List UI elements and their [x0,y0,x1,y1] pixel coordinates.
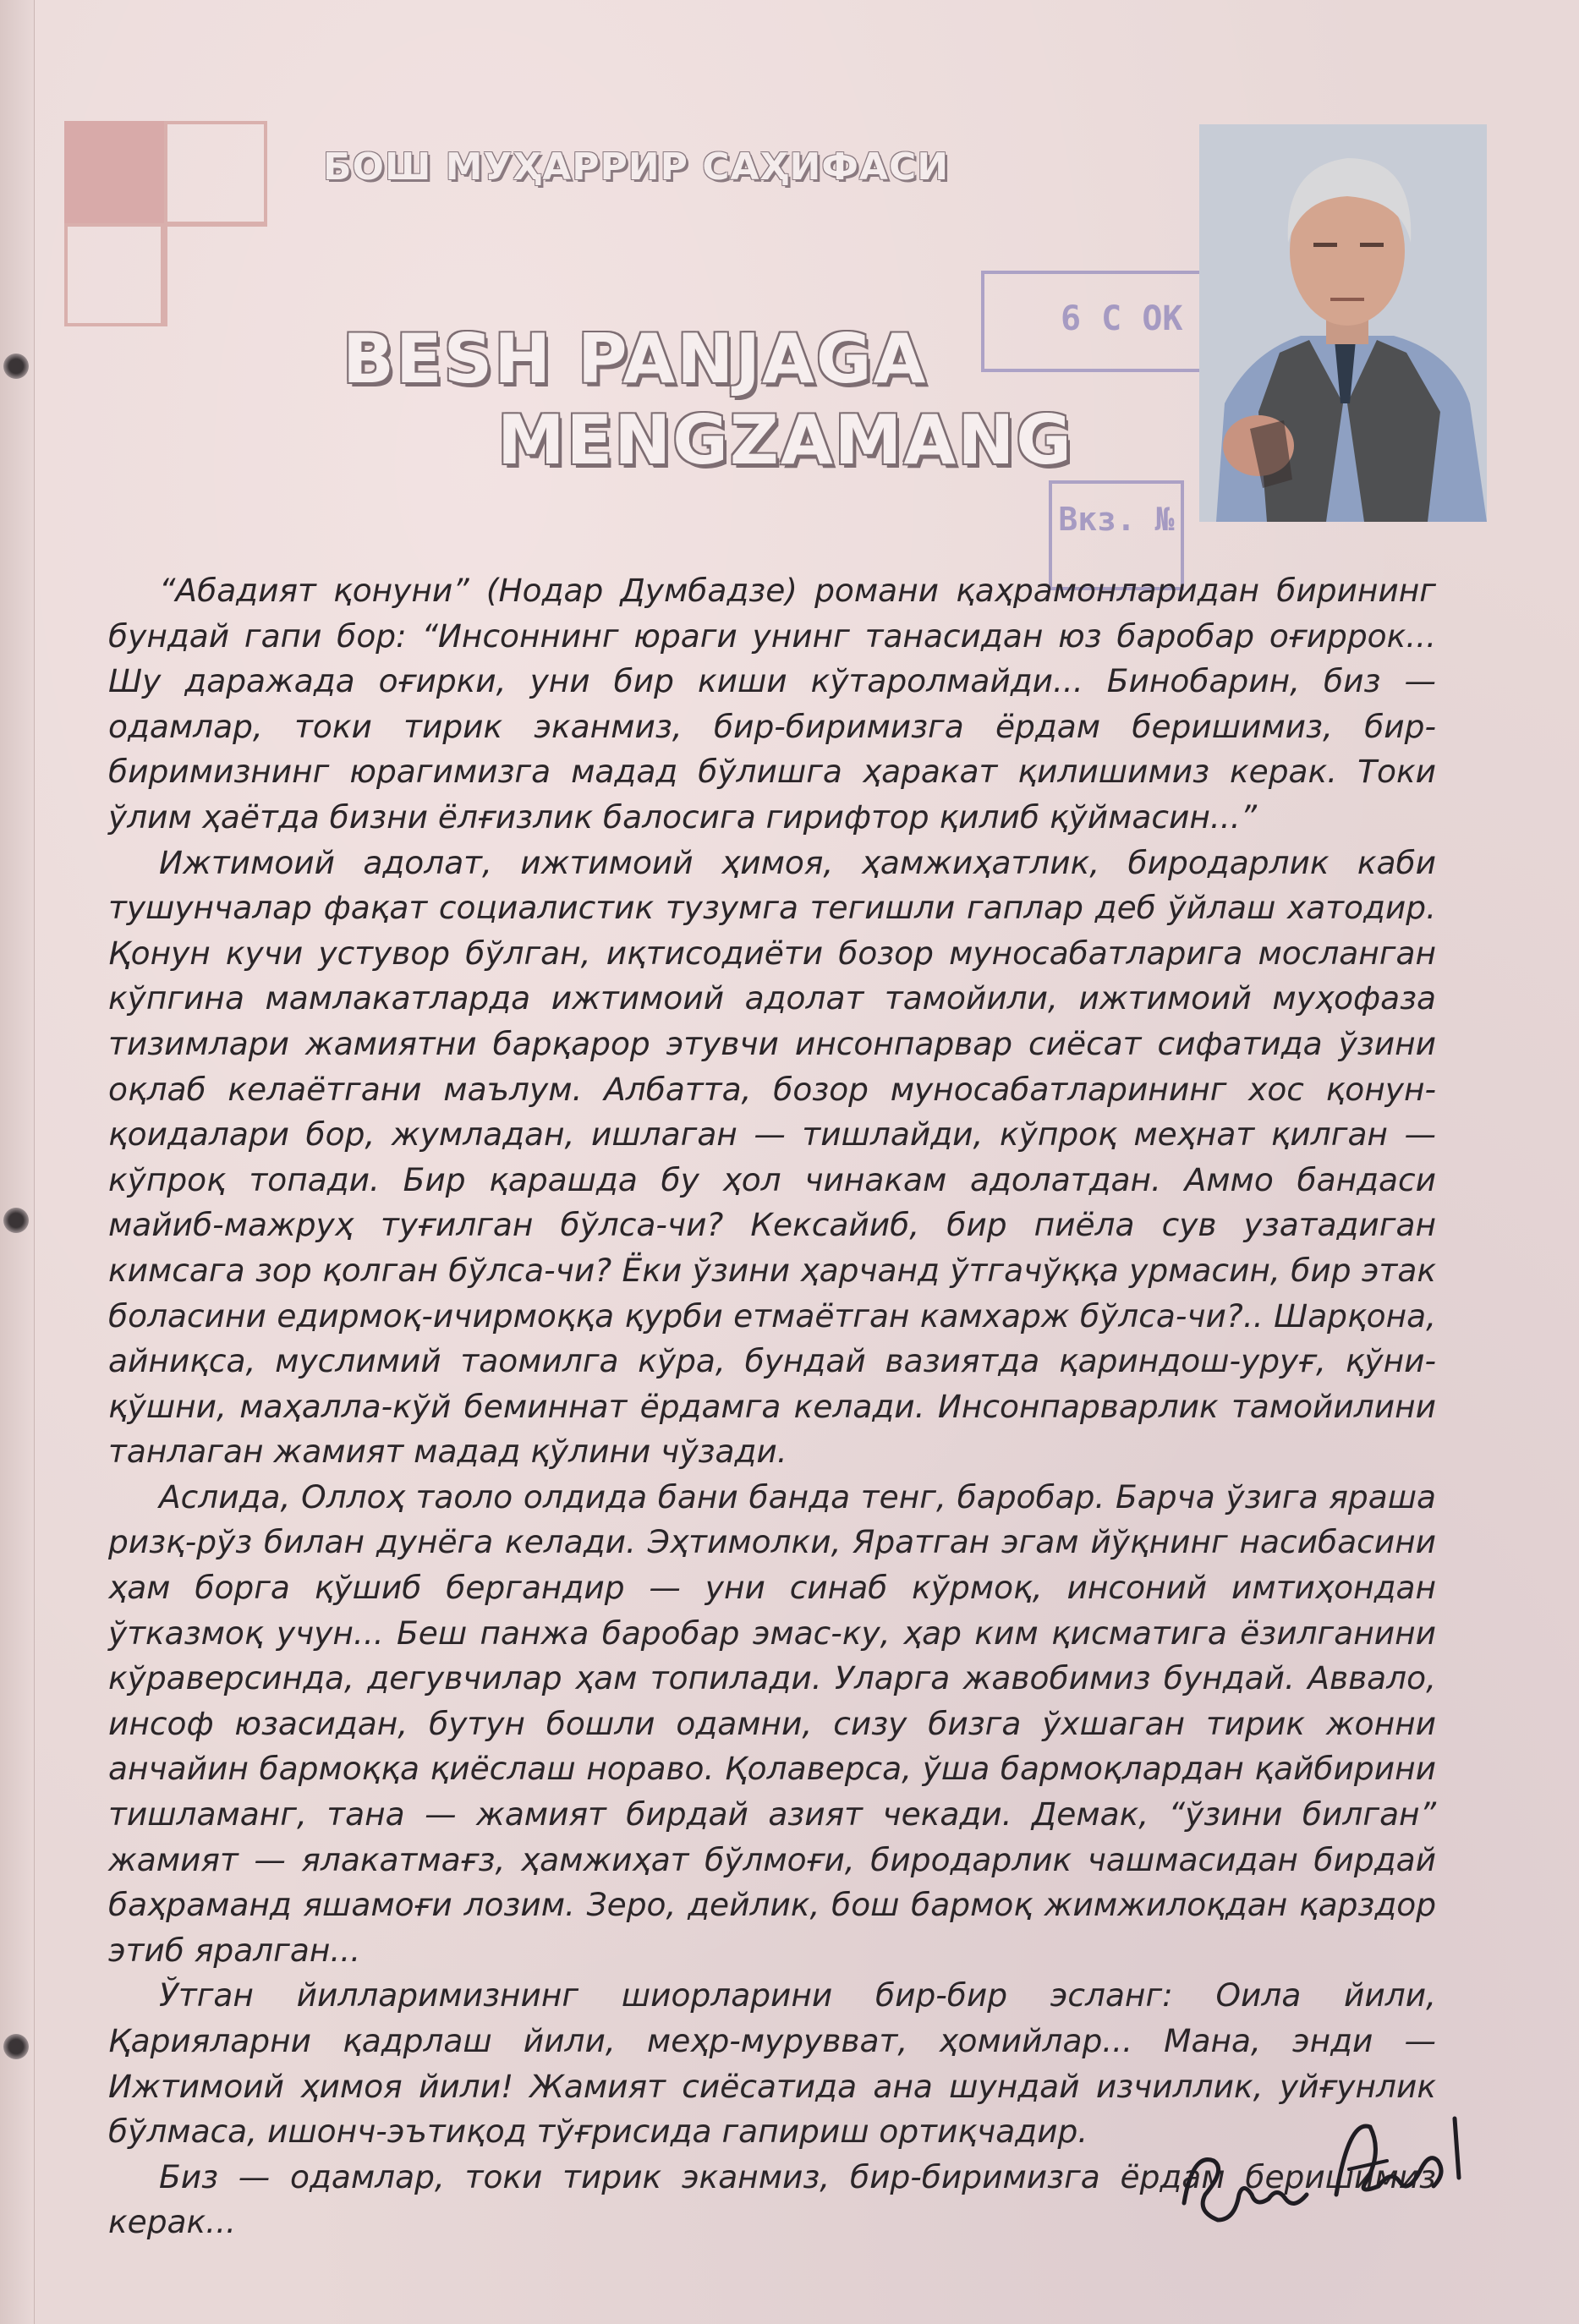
ink-stamp: Вкз. № [1049,480,1184,590]
binding-hole [3,354,29,379]
article-paragraph: Ижтимоий адолат, ижтимоий ҳимоя, ҳамжиҳатлик, биродарлик каби тушунчалар фақат социалистик тузумга тегишли гаплар деб ўйлаш хатодир. Қонун кучи устувор бўлган, иқтисодиёти бозор муносабатларига мосланган кўпгина мамлакатларда ижтимоий адолат тамойили, ижтимоий муҳофаза тизимлари жамиятни барқарор этувчи инсонпарвар сиёсат сифатида ўзини оқлаб келаётгани маълум. Албатта, бозор муносабатларининг хос қонун-қоидалари бор, жумладан, ишлаган — тишлайди, кўпроқ меҳнат қилган — кўпроқ топади. Бир қарашда бу ҳол чинакам адолатдан. Аммо бандаси майиб-мажруҳ туғилган бўлса-чи? Кексайиб, бир пиёла сув узатадиган кимсага зор қолган бўлса-чи? Ёки ўзини ҳарчанд ўтгачўққа урмасин, бир этак боласини едирмоқ-ичирмоққа қурби етмаётган камхарж бўлса-чи?.. Шарқона, айниқса, муслимий таомилга кўра, бундай вазиятда қариндош-уруғ, қўни-қўшни, маҳалла-кўй беминнат ёрдамга келади. Инсонпарварлик тамойилини танлаган жамият мадад қўлини чўзади. [108,843,1436,1471]
article-body [108,568,1436,2245]
decorative-square-outline [166,121,267,225]
article-title-line1: BESH PANJAGA [343,320,928,398]
ink-stamp: 6 С ОК [981,271,1252,372]
article-paragraph: Аслида, Оллоҳ таоло олдида бани банда тенг, баробар. Барча ўзига яраша ризқ-рўз билан дунёга келади. Эҳтимолки, Яратган эгам йўқнинг насибасини ҳам борга қўшиб бергандир — уни синаб кўрмоқ, инсоний имтиҳондан ўтказмоқ учун... Беш панжа баробар эмас-ку, ҳар ким қисматига ёзилганини кўраверсинда, дегувчилар ҳам топилади. Уларга жавобимиз бундай. Аввало, инсоф юзасидан, бутун бошли одамни, сизу бизга ўхшаган тирик жонни анчайин бармоққа қиёслаш нораво. Қолаверса, ўша бармоқлардан қайбирини тишламанг, тана — жамият бирдай азият чекади. Демак, “ўзини билган” жамият — ялакатмағз, ҳамжиҳат бўлмоғи, биродарлик чашмасидан бирдай баҳраманд яшамоғи лозим. Зеро, дейлик, бош бармоқ жимжилоқдан қарздор этиб яралган... [108,1477,1436,1969]
article-paragraph: Биз — одамлар, токи тирик эканмиз, бир-биримизга ёрдам беришимиз керак... [108,2157,1436,2241]
article-paragraph: “Абадият қонуни” (Нодар Думбадзе) романи қаҳрамонларидан бирининг бундай гапи бор: “Инсоннинг юраги унинг танасидан юз баробар оғиррок... Шу даражада оғирки, уни бир киши кўтаролмайди... Бинобарин, биз — одамлар, токи тирик эканмиз, бир-биримизга ёрдам беришимиз, бир-биримизнинг юрагимизга мадад бўлишга ҳаракат қилишимиз керак. Токи ўлим ҳаётда бизни ёлғизлик балосига гирифтор қилиб қўймасин...” [108,572,1436,836]
binding-hole [3,2034,29,2059]
page-left-edge [0,0,35,2324]
decorative-square [64,121,164,225]
article-title-line2: MENGZAMANG [497,401,1073,480]
editor-portrait-photo [1199,124,1487,522]
decorative-divider [64,223,267,227]
decorative-square-outline [64,227,164,326]
binding-hole [3,1208,29,1233]
section-header: БОШ МУҲАРРИР САҲИФАСИ [323,145,950,189]
article-paragraph: Ўтган йилларимизнинг шиорларини бир-бир эсланг: Оила йили, Қарияларни қадрлаш йили, меҳр-мурувват, ҳомийлар... Мана, энди — Ижтимоий ҳимоя йили! Жамият сиёсатида ана шундай изчиллик, уйғунлик бўлмаса, ишонч-эътиқод тўғрисида гапириш ортиқчадир. [108,1976,1436,2151]
author-signature [1167,2102,1489,2245]
